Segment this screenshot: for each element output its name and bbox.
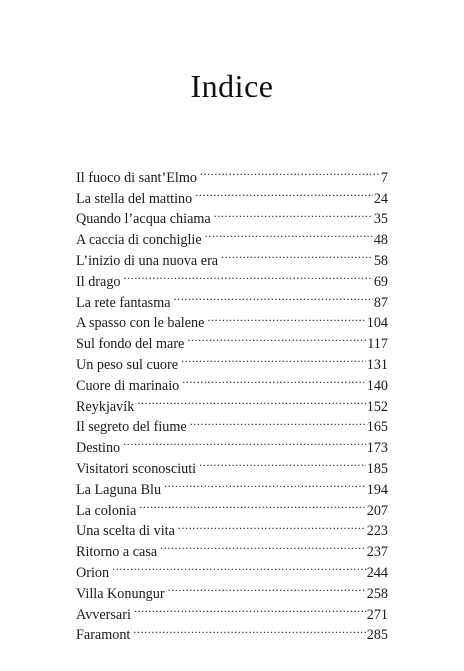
toc-entry-page: 131 xyxy=(366,356,388,373)
toc-entry xyxy=(76,161,388,186)
dot-leader xyxy=(205,223,373,244)
dot-leader xyxy=(123,431,366,452)
toc-entry-page: 285 xyxy=(366,627,388,644)
toc-entry-title: La Laguna Blu xyxy=(76,481,162,498)
toc-entry-title: Destino xyxy=(76,440,121,457)
toc-entry-title: Cuore di marinaio xyxy=(76,377,180,394)
toc-entry-page: 140 xyxy=(366,377,388,394)
toc-entry-page: 223 xyxy=(366,523,388,540)
toc-entry-title: La colonia xyxy=(76,502,137,519)
page-title: Indice xyxy=(190,68,274,104)
dot-leader xyxy=(139,494,365,515)
toc-entry-page: 237 xyxy=(366,544,388,561)
toc-entry-page: 194 xyxy=(366,481,388,498)
toc-entry-page: 24 xyxy=(373,190,388,207)
toc-entry-page: 104 xyxy=(366,315,388,332)
dot-leader xyxy=(182,369,365,390)
dot-leader xyxy=(187,327,366,348)
toc-entry-title: Il segreto del fiume xyxy=(76,419,187,436)
dot-leader xyxy=(199,452,366,473)
toc-entry-page: 185 xyxy=(366,460,388,477)
toc-entry-page: 87 xyxy=(373,294,388,311)
toc-entry-page: 207 xyxy=(366,502,388,519)
toc-entry-title: Faramont xyxy=(76,627,131,644)
toc-entry xyxy=(76,556,388,581)
toc-entry-page: 244 xyxy=(366,564,388,581)
toc-entry-page: 48 xyxy=(373,232,388,249)
toc-entry-title: L’inizio di una nuova era xyxy=(76,252,219,269)
dot-leader xyxy=(178,515,366,536)
toc-entry-title: Orion xyxy=(76,564,110,581)
dot-leader xyxy=(160,535,366,556)
toc-entry-title: Villa Konungur xyxy=(76,585,165,602)
toc-entry-title: Visitatori sconosciuti xyxy=(76,460,197,477)
dot-leader xyxy=(190,411,366,432)
dot-leader xyxy=(214,203,373,224)
dot-leader xyxy=(164,473,366,494)
toc-entry-page: 7 xyxy=(380,169,388,186)
toc-entry xyxy=(76,431,388,457)
toc-entry-title: Un peso sul cuore xyxy=(76,356,179,373)
toc-entry-page: 58 xyxy=(373,252,388,269)
dot-leader xyxy=(137,390,365,411)
toc-entry-page: 69 xyxy=(373,273,388,290)
dot-leader xyxy=(133,619,365,640)
dot-leader xyxy=(124,265,373,286)
toc-entry-page: 117 xyxy=(367,336,388,353)
toc-entry-title: Sul fondo del mare xyxy=(76,336,185,353)
table-of-contents xyxy=(76,161,388,644)
toc-entry-title: La stella del mattino xyxy=(76,190,193,207)
dot-leader xyxy=(134,598,366,619)
toc-entry-title: A spasso con le balene xyxy=(76,315,205,332)
toc-entry-title: Il fuoco di sant’Elmo xyxy=(76,169,197,186)
toc-entry-page: 271 xyxy=(366,606,388,623)
dot-leader xyxy=(174,286,373,307)
toc-entry-title: Quando l’acqua chiama xyxy=(76,211,211,228)
dot-leader xyxy=(195,182,373,203)
toc-entry xyxy=(76,577,388,602)
dot-leader xyxy=(181,348,366,369)
toc-entry-page: 258 xyxy=(366,585,388,602)
toc-entry-title: Reykjavík xyxy=(76,398,135,415)
dot-leader xyxy=(112,556,366,577)
dot-leader xyxy=(207,307,365,328)
dot-leader xyxy=(200,161,380,182)
toc-entry-page: 165 xyxy=(366,419,388,436)
toc-entry-title: Avversari xyxy=(76,606,131,623)
toc-entry-page: 173 xyxy=(366,440,388,457)
toc-entry-title: A caccia di conchiglie xyxy=(76,232,202,249)
dot-leader xyxy=(221,244,373,265)
toc-entry-title: Una scelta di vita xyxy=(76,523,175,540)
dot-leader xyxy=(168,577,366,598)
toc-entry-page: 152 xyxy=(366,398,388,415)
toc-entry-title: La rete fantasma xyxy=(76,294,171,311)
toc-entry xyxy=(76,265,388,290)
toc-entry-title: Ritorno a casa xyxy=(76,544,158,561)
toc-entry-page: 35 xyxy=(373,211,388,228)
toc-entry-title: Il drago xyxy=(76,273,121,290)
